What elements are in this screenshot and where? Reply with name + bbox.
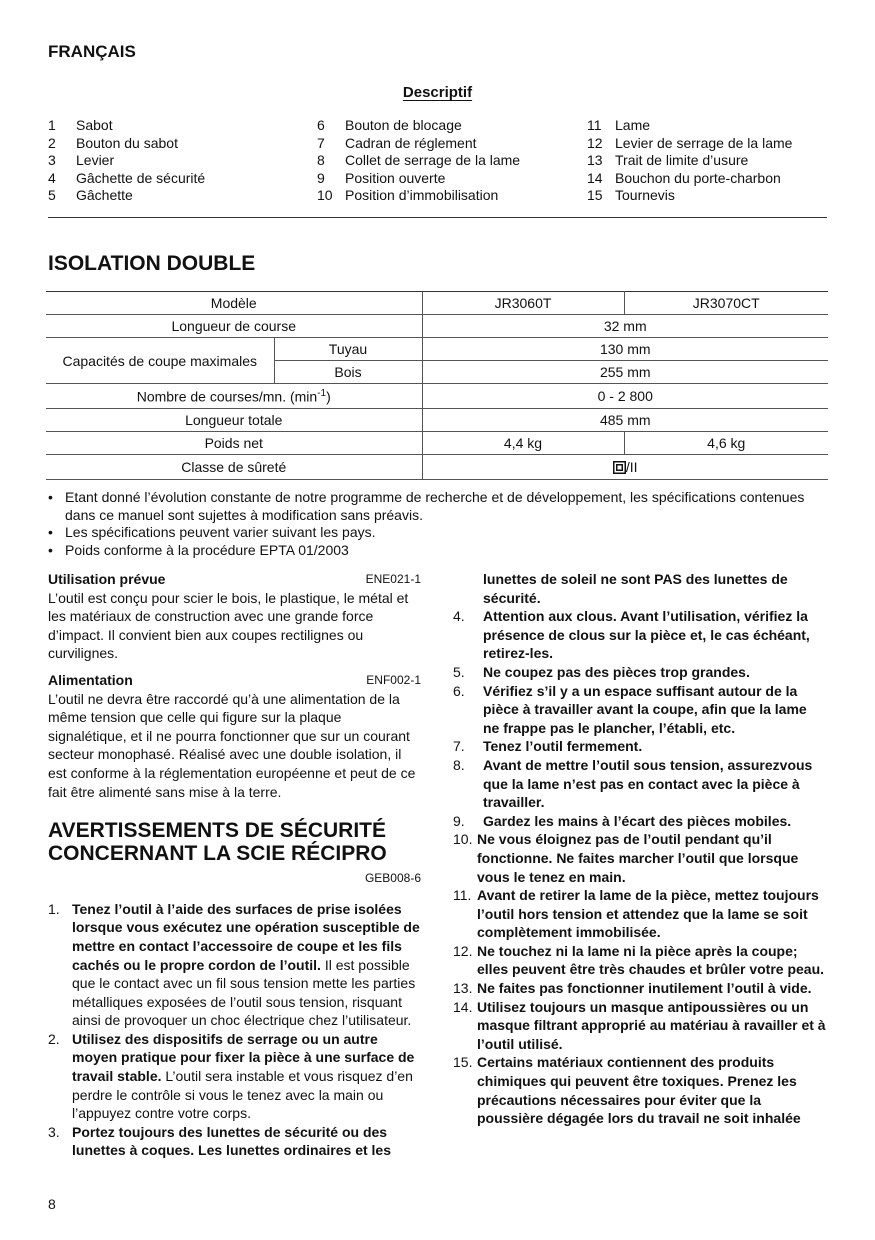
- list-item: 6. Vérifiez s’il y a un espace suffisant autour de la pièce à travailler avant la coupe, afin que la lame ne frappe pas le plancher, l’établi, etc.: [453, 682, 807, 736]
- descriptif-title: Descriptif: [402, 84, 473, 101]
- table-cell: 130 mm: [422, 338, 828, 361]
- list-item: 12. Ne touchez ni la lame ni la pièce après la coupe; elles peuvent être très chaudes et brûler votre peau.: [453, 942, 825, 978]
- list-item: 10 Position d’immobilisation: [317, 187, 499, 204]
- table-cell: Tuyau: [274, 338, 422, 361]
- section-divider: [48, 217, 827, 218]
- list-item: 2. Utilisez des dispositifs de serrage ou un autre moyen pratique pour fixer la pièce à une surface de travail stable. L’outil sera instable et vous risquez d’en perdre le contrôle si vous le tenez avec la main ou l’appuyez contre votre corps.: [48, 1030, 415, 1122]
- language-heading: FRANÇAIS: [48, 42, 136, 61]
- table-cell: 255 mm: [422, 361, 828, 384]
- table-cell: Nombre de courses/mn. $(\min^{-1})$: [46, 384, 422, 409]
- table-cell: JR3060T: [422, 292, 624, 315]
- list-item: 13 Trait de limite d’usure: [587, 152, 749, 169]
- table-row: [46, 455, 828, 480]
- table-cell: 32 mm: [422, 315, 828, 338]
- list-item: 15 Tournevis: [587, 187, 675, 204]
- list-item: • Poids conforme à la procédure EPTA 01/2003: [48, 541, 349, 558]
- table-cell: Capacités de coupe maximales: [46, 338, 274, 384]
- list-item: 1. Tenez l’outil à l’aide des surfaces de prise isolées lorsque vous exécutez une opération susceptible de mettre en contact l’accessoire de coupe et les fils cachés ou le propre cordon de l’outil. Il est possible que le contact avec un fil sous tension mette les parties métalliques exposées de l’outil sous tension, risquant ainsi de provoquer un choc électrique chez l’utilisateur.: [48, 900, 420, 1029]
- list-item: 7. Tenez l’outil fermement.: [453, 738, 643, 755]
- list-item: 1 Sabot: [48, 117, 113, 133]
- list-item: 3 Levier: [48, 152, 115, 169]
- list-item: 4 Gâchette de sécurité: [48, 169, 206, 186]
- table-row: [46, 292, 828, 315]
- parts-list-col-1: [48, 117, 308, 205]
- list-item: 3. Portez toujours des lunettes de sécurité ou des lunettes à coques. Les lunettes ordinaires et les: [48, 1123, 391, 1159]
- table-cell: Classe de sûreté: [46, 455, 422, 480]
- intended-use-heading: Utilisation prévue ENE021-1: [48, 571, 421, 587]
- list-item: 11. Avant de retirer la lame de la pièce, mettez toujours l’outil hors tension et attendez que la lame se soit complètement immobilisée.: [453, 887, 819, 941]
- table-cell: Longueur de course: [46, 315, 422, 338]
- table-row: [46, 409, 828, 432]
- parts-list-col-3: [587, 117, 837, 205]
- list-item: lunettes de soleil ne sont PAS des lunettes de sécurité.: [483, 571, 788, 606]
- list-item: 2 Bouton du sabot: [48, 134, 178, 151]
- right-column: [453, 570, 826, 1128]
- table-cell: 4,4 kg: [422, 432, 624, 455]
- table-row: [46, 338, 828, 361]
- table-cell: Longueur totale: [46, 409, 422, 432]
- spec-table: [46, 291, 828, 480]
- table-cell: Bois: [274, 361, 422, 384]
- table-cell: 485 mm: [422, 409, 828, 432]
- list-item: 8 Collet de serrage de la lame: [317, 152, 521, 169]
- table-cell: JR3070CT: [624, 292, 828, 315]
- list-item: 5. Ne coupez pas des pièces trop grandes.: [453, 663, 750, 680]
- list-item: 7 Cadran de réglement: [317, 134, 477, 151]
- list-item: 13. Ne faites pas fonctionner inutilement l’outil à vide.: [453, 980, 812, 997]
- list-item: 9. Gardez les mains à l’écart des pièces mobiles.: [453, 812, 792, 829]
- table-cell: 4,6 kg: [624, 432, 828, 455]
- page-number: 8: [48, 1196, 56, 1212]
- table-cell: /II: [422, 455, 828, 480]
- list-item: 10. Ne vous éloignez pas de l’outil pendant qu’il fonctionne. Ne faites marcher l’outil que lorsque vous le tenez en main.: [453, 831, 799, 885]
- table-cell: Modèle: [46, 292, 422, 315]
- table-row: [46, 432, 828, 455]
- warnings-code: GEB008-6: [364, 871, 421, 886]
- list-item: 9 Position ouverte: [317, 169, 446, 186]
- power-supply-text: L’outil ne devra être raccordé qu’à une alimentation de la même tension que celle qui figure sur la plaque signalétique, et il ne pourra fonctionner que sur un courant secteur monophasé. Réalisé avec une double isolation, il est conforme à la réglementation européenne et peut de ce fait être alimenté sans mise à la terre.: [48, 690, 416, 800]
- parts-list-col-2: [317, 117, 579, 205]
- list-item: 12 Levier de serrage de la lame: [587, 134, 793, 151]
- table-cell: 0 - 2 800: [422, 384, 828, 409]
- spec-notes: [48, 489, 838, 559]
- warnings-title: AVERTISSEMENTS DE SÉCURITÉ CONCERNANT LA SCIE RÉCIPRO: [48, 819, 387, 866]
- list-item: 14. Utilisez toujours un masque antipoussières ou un masque filtrant approprié au matériau à ravailler et à l’outil utilisé.: [453, 998, 826, 1052]
- left-column: [48, 570, 421, 1160]
- list-item: 5 Gâchette: [48, 187, 133, 204]
- power-supply-heading: Alimentation ENF002-1: [48, 671, 421, 688]
- list-item: 14 Bouchon du porte-charbon: [587, 169, 781, 186]
- table-cell: Poids net: [46, 432, 422, 455]
- specs-title: ISOLATION DOUBLE: [48, 252, 256, 275]
- list-item: • Etant donné l’évolution constante de notre programme de recherche et de développement, les spécifications contenues dans ce manuel sont sujettes à modification sans préavis.: [48, 489, 805, 523]
- table-row: [46, 315, 828, 338]
- list-item: • Les spécifications peuvent varier suivant les pays.: [48, 524, 376, 541]
- table-row: [46, 384, 828, 409]
- intended-use-text: L’outil est conçu pour scier le bois, le plastique, le métal et les matériaux de construction avec une grande force d’impact. Il convient bien aux coupes rectilignes ou curvilignes.: [48, 589, 409, 662]
- double-insulation-icon: [613, 461, 626, 474]
- list-item: 8. Avant de mettre l’outil sous tension, assurezvous que la lame n’est pas en contact avec la pièce à travailler.: [453, 756, 813, 811]
- list-item: 11 Lame: [587, 117, 651, 133]
- list-item: 15. Certains matériaux contiennent des produits chimiques qui peuvent être toxiques. Prenez les précautions nécessaires pour éviter que la poussière dégagée lors du travail ne soit inhalée: [453, 1054, 801, 1127]
- list-item: 4. Attention aux clous. Avant l’utilisation, vérifiez la présence de clous sur la pièce et, le cas échéant, retirez-les.: [453, 608, 810, 662]
- list-item: 6 Bouton de blocage: [317, 117, 462, 133]
